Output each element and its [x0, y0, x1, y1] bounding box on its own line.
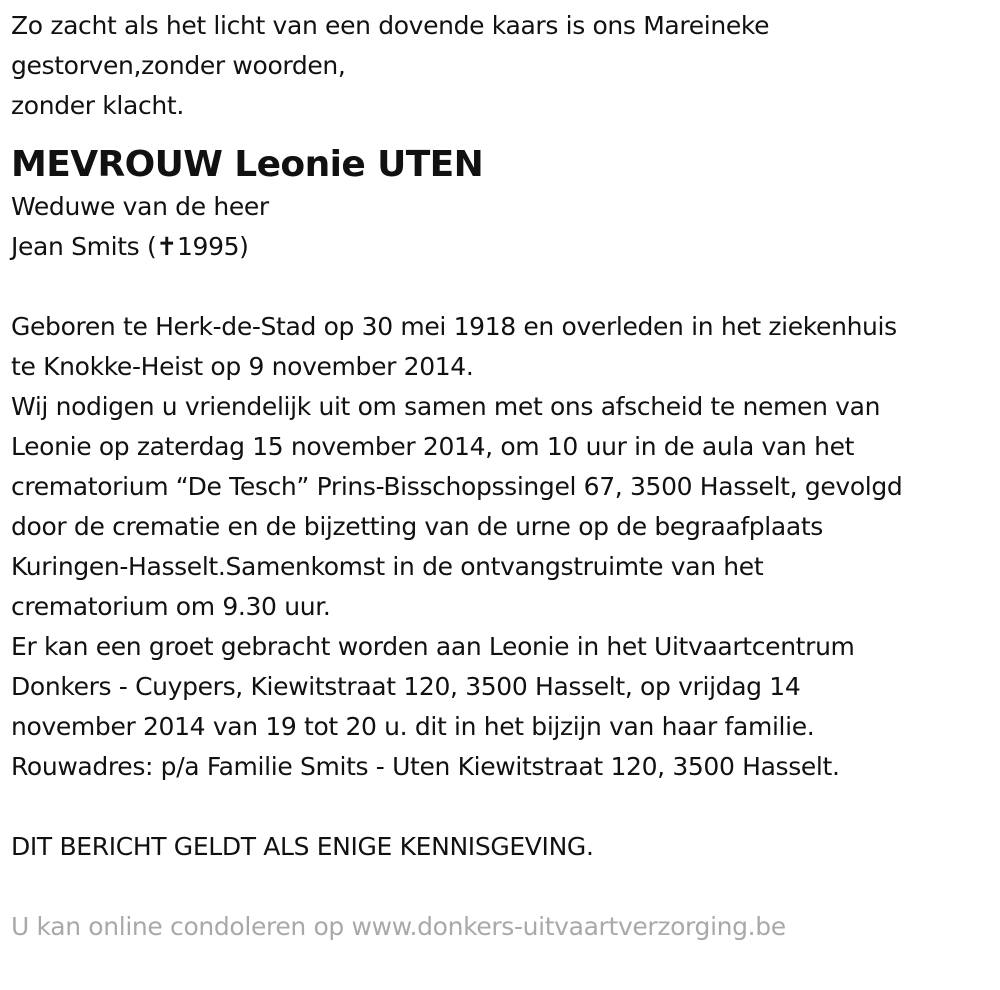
body-line: Rouwadres: p/a Familie Smits - Uten Kiewitstraat 120, 3500 Hasselt. — [11, 752, 840, 781]
poem-line: Zo zacht als het licht van een dovende kaars is ons Mareineke — [11, 11, 770, 40]
spacer — [11, 787, 991, 827]
deceased-name: MEVROUW Leonie UTEN — [11, 144, 484, 185]
body-line: te Knokke-Heist op 9 november 2014. — [11, 352, 474, 381]
spouse-info — [11, 187, 991, 267]
poem — [11, 6, 991, 126]
body-line: crematorium “De Tesch” Prins-Bisschopssingel 67, 3500 Hasselt, gevolgd — [11, 472, 903, 501]
poem-line: gestorven,zonder woorden, — [11, 51, 346, 80]
body-line: Er kan een groet gebracht worden aan Leonie in het Uitvaartcentrum — [11, 632, 855, 661]
body-line: Wij nodigen u vriendelijk uit om samen met ons afscheid te nemen van — [11, 392, 881, 421]
spouse-line: Weduwe van de heer — [11, 192, 269, 221]
body-line: Donkers - Cuypers, Kiewitstraat 120, 3500 Hasselt, op vrijdag 14 — [11, 672, 801, 701]
body-line: door de crematie en de bijzetting van de urne op de begraafplaats — [11, 512, 823, 541]
spouse-line: Jean Smits (✝1995) — [11, 232, 249, 261]
body-line: Leonie op zaterdag 15 november 2014, om 10 uur in de aula van het — [11, 432, 855, 461]
body-line: Geboren te Herk-de-Stad op 30 mei 1918 en overleden in het ziekenhuis — [11, 312, 897, 341]
spacer — [11, 867, 991, 907]
body-line: Kuringen-Hasselt.Samenkomst in de ontvangstruimte van het — [11, 552, 764, 581]
spacer — [11, 267, 991, 307]
obituary-notice — [11, 0, 991, 947]
body-line: november 2014 van 19 tot 20 u. dit in het bijzijn van haar familie. — [11, 712, 815, 741]
condolence-link[interactable]: U kan online condoleren op www.donkers-uitvaartverzorging.be — [11, 912, 786, 941]
announcement-body — [11, 307, 991, 787]
poem-line: zonder klacht. — [11, 91, 184, 120]
body-line: crematorium om 9.30 uur. — [11, 592, 331, 621]
official-notice: DIT BERICHT GELDT ALS ENIGE KENNISGEVING. — [11, 832, 594, 861]
